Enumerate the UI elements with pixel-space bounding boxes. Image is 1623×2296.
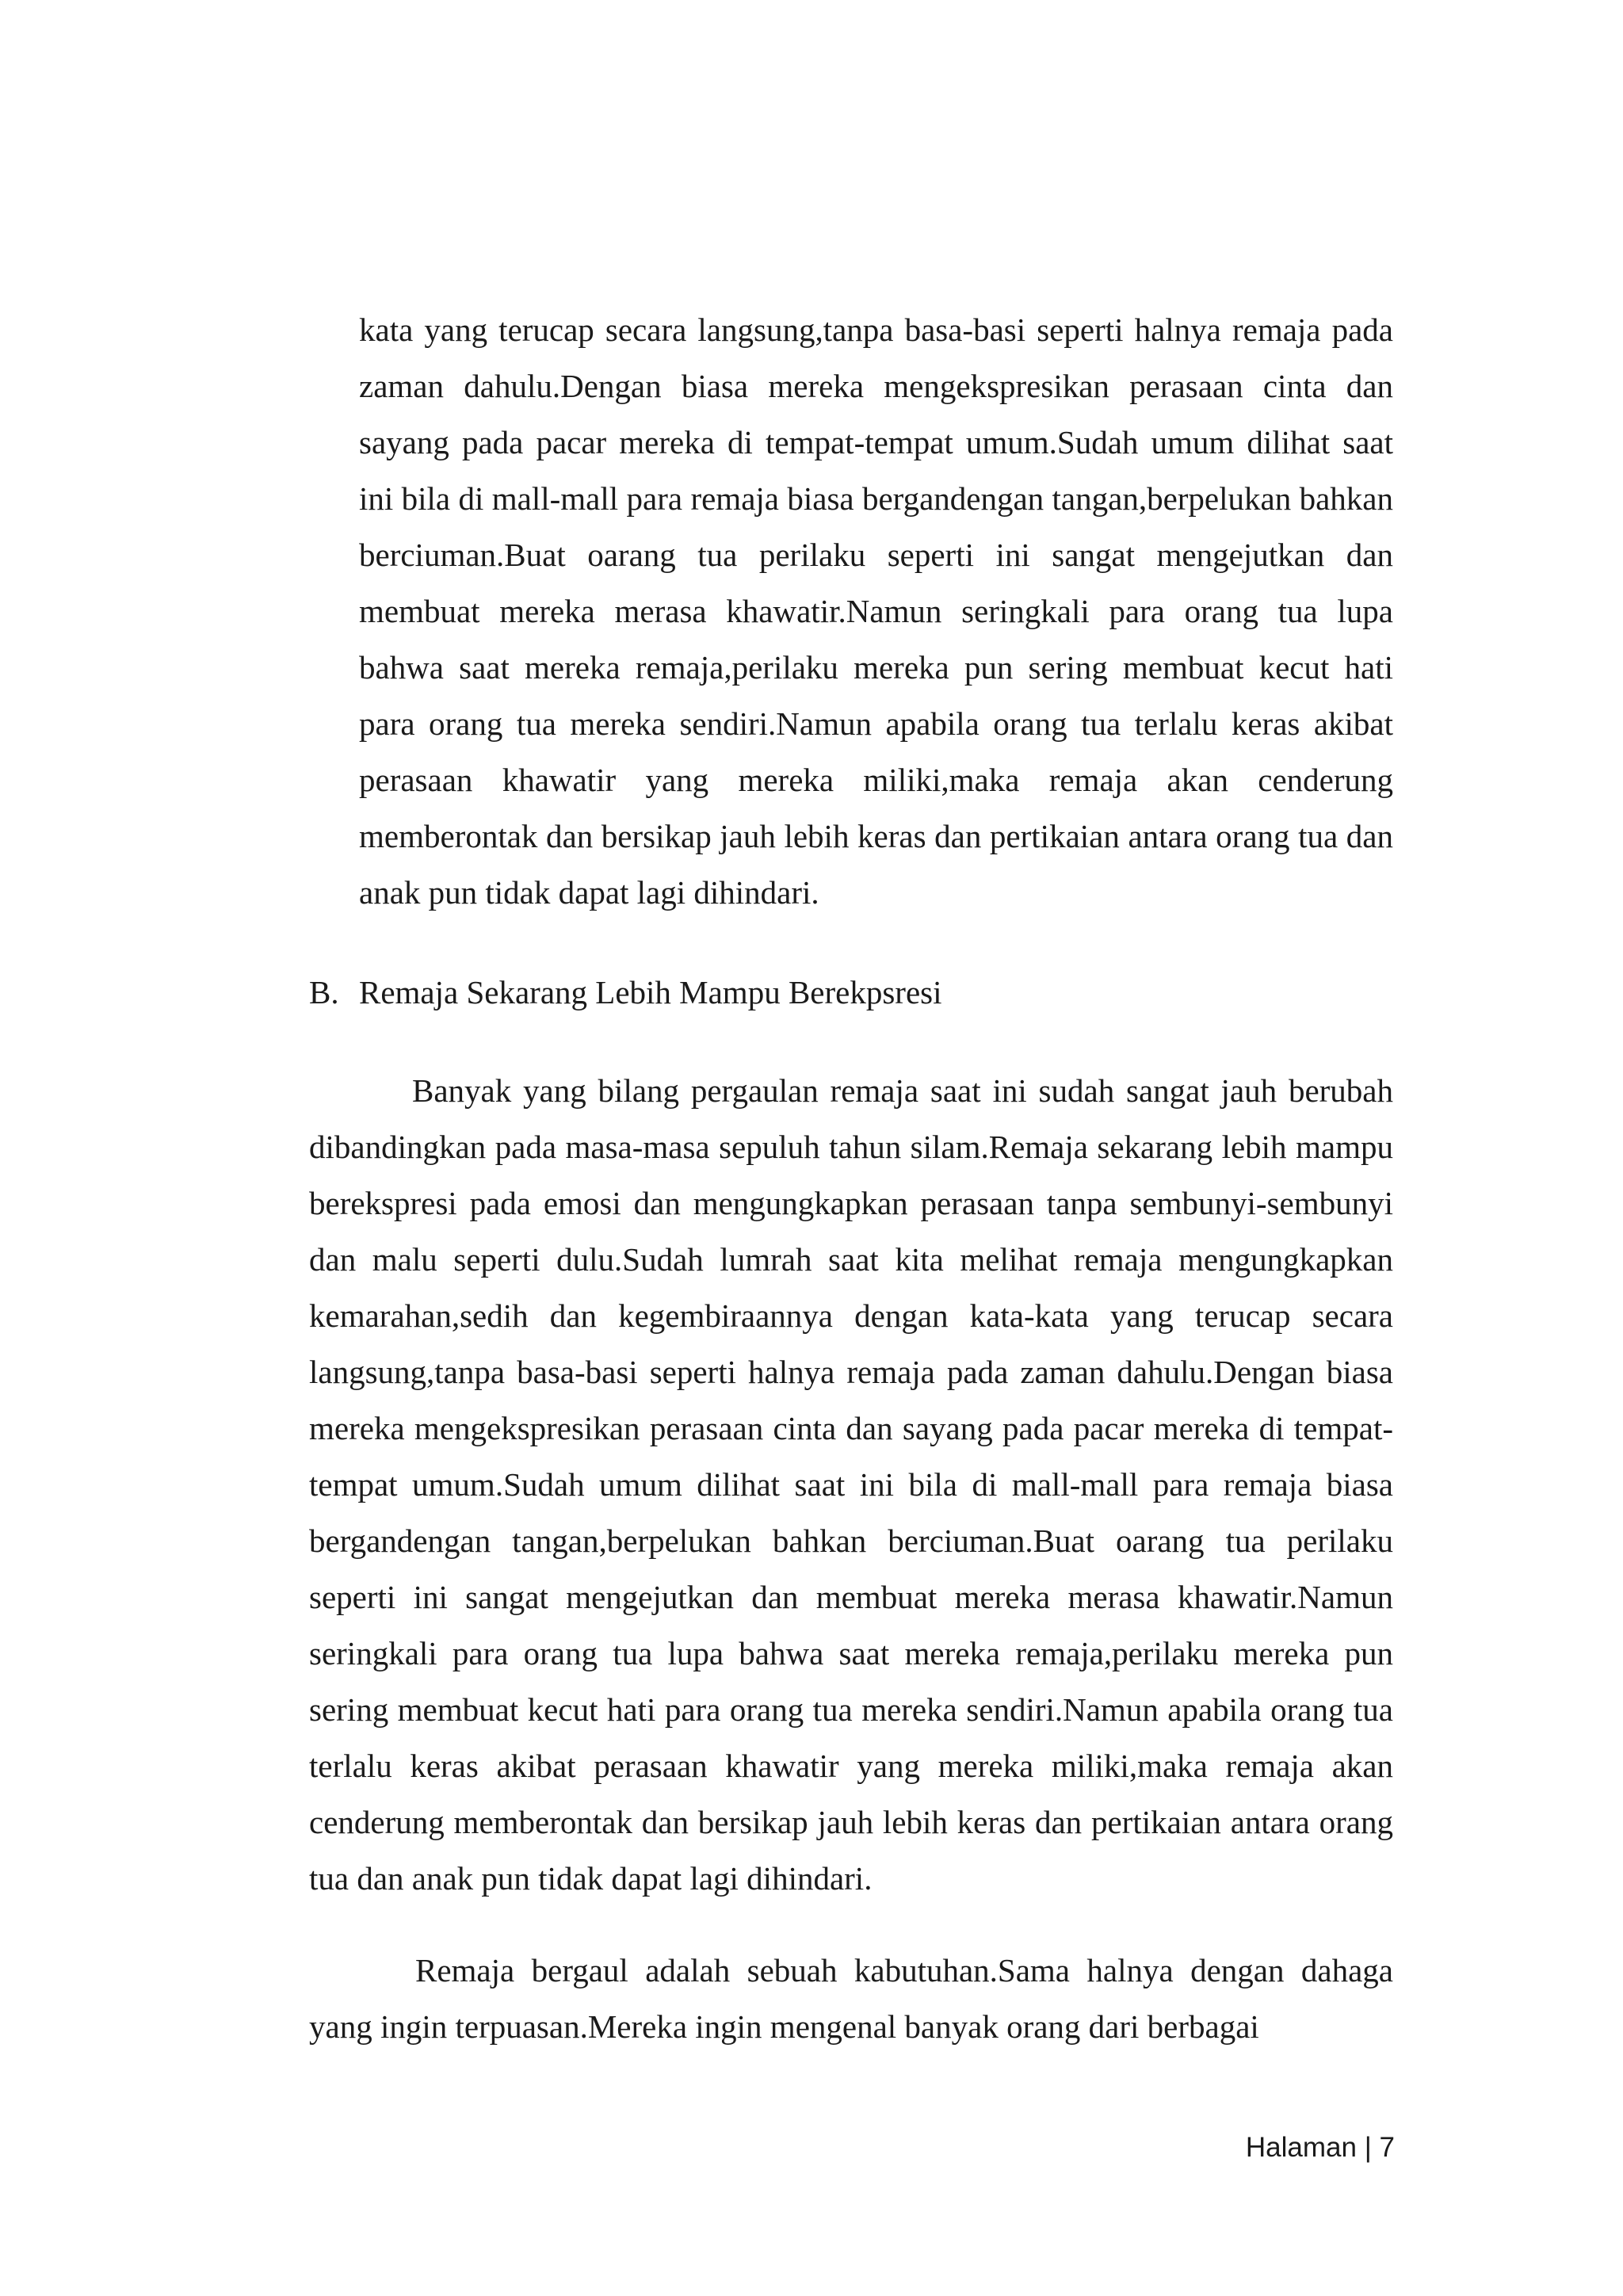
body-paragraph: Banyak yang bilang pergaulan remaja saat ini sudah sangat jauh berubah dibandingkan pada masa-masa sepuluh tahun silam.Remaja sekarang lebih mampu berekspresi pada emosi dan mengungkapkan perasaan tanpa sembunyi-sembunyi dan malu seperti dulu.Sudah lumrah saat kita melihat remaja mengungkapkan kemarahan,sedih dan kegembiraannya dengan kata-kata yang terucap secara langsung,tanpa basa-basi seperti halnya remaja pada zaman dahulu.Dengan biasa mereka mengekspresikan perasaan cinta dan sayang pada pacar mereka di tempat-tempat umum.Sudah umum dilihat saat ini bila di mall-mall para remaja biasa bergandengan tangan,berpelukan bahkan berciuman.Buat oarang tua perilaku seperti ini sangat mengejutkan dan membuat mereka merasa khawatir.Namun seringkali para orang tua lupa bahwa saat mereka remaja,perilaku mereka pun sering membuat kecut hati para orang tua mereka sendiri.Namun apabila orang tua terlalu keras akibat perasaan khawatir yang mereka miliki,maka remaja akan cenderung memberontak dan bersikap jauh lebih keras dan pertikaian antara orang tua dan anak pun tidak dapat lagi dihindari.	[309, 1072, 1393, 1897]
section-title: Remaja Sekarang Lebih Mampu Berekpsresi	[359, 974, 942, 1010]
section-marker: B.	[309, 974, 339, 1010]
page-footer	[1220, 2130, 1395, 2165]
section-heading	[309, 965, 942, 1021]
body-paragraph: Remaja bergaul adalah sebuah kabutuhan.Sama halnya dengan dahaga yang ingin terpuasan.Mereka ingin mengenal banyak orang dari berbagai	[309, 1952, 1393, 2045]
footer-separator: |	[1364, 2132, 1372, 2163]
footer-label: Halaman	[1245, 2132, 1357, 2163]
page-number: 7	[1379, 2132, 1395, 2163]
continuation-paragraph: kata yang terucap secara langsung,tanpa basa-basi seperti halnya remaja pada zaman dahulu.Dengan biasa mereka mengekspresikan perasaan cinta dan sayang pada pacar mereka di tempat-tempat umum.Sudah umum dilihat saat ini bila di mall-mall para remaja biasa bergandengan tangan,berpelukan bahkan berciuman.Buat oarang tua perilaku seperti ini sangat mengejutkan dan membuat mereka merasa khawatir.Namun seringkali para orang tua lupa bahwa saat mereka remaja,perilaku mereka pun sering membuat kecut hati para orang tua mereka sendiri.Namun apabila orang tua terlalu keras akibat perasaan khawatir yang mereka miliki,maka remaja akan cenderung memberontak dan bersikap jauh lebih keras dan pertikaian antara orang tua dan anak pun tidak dapat lagi dihindari.	[359, 311, 1393, 911]
